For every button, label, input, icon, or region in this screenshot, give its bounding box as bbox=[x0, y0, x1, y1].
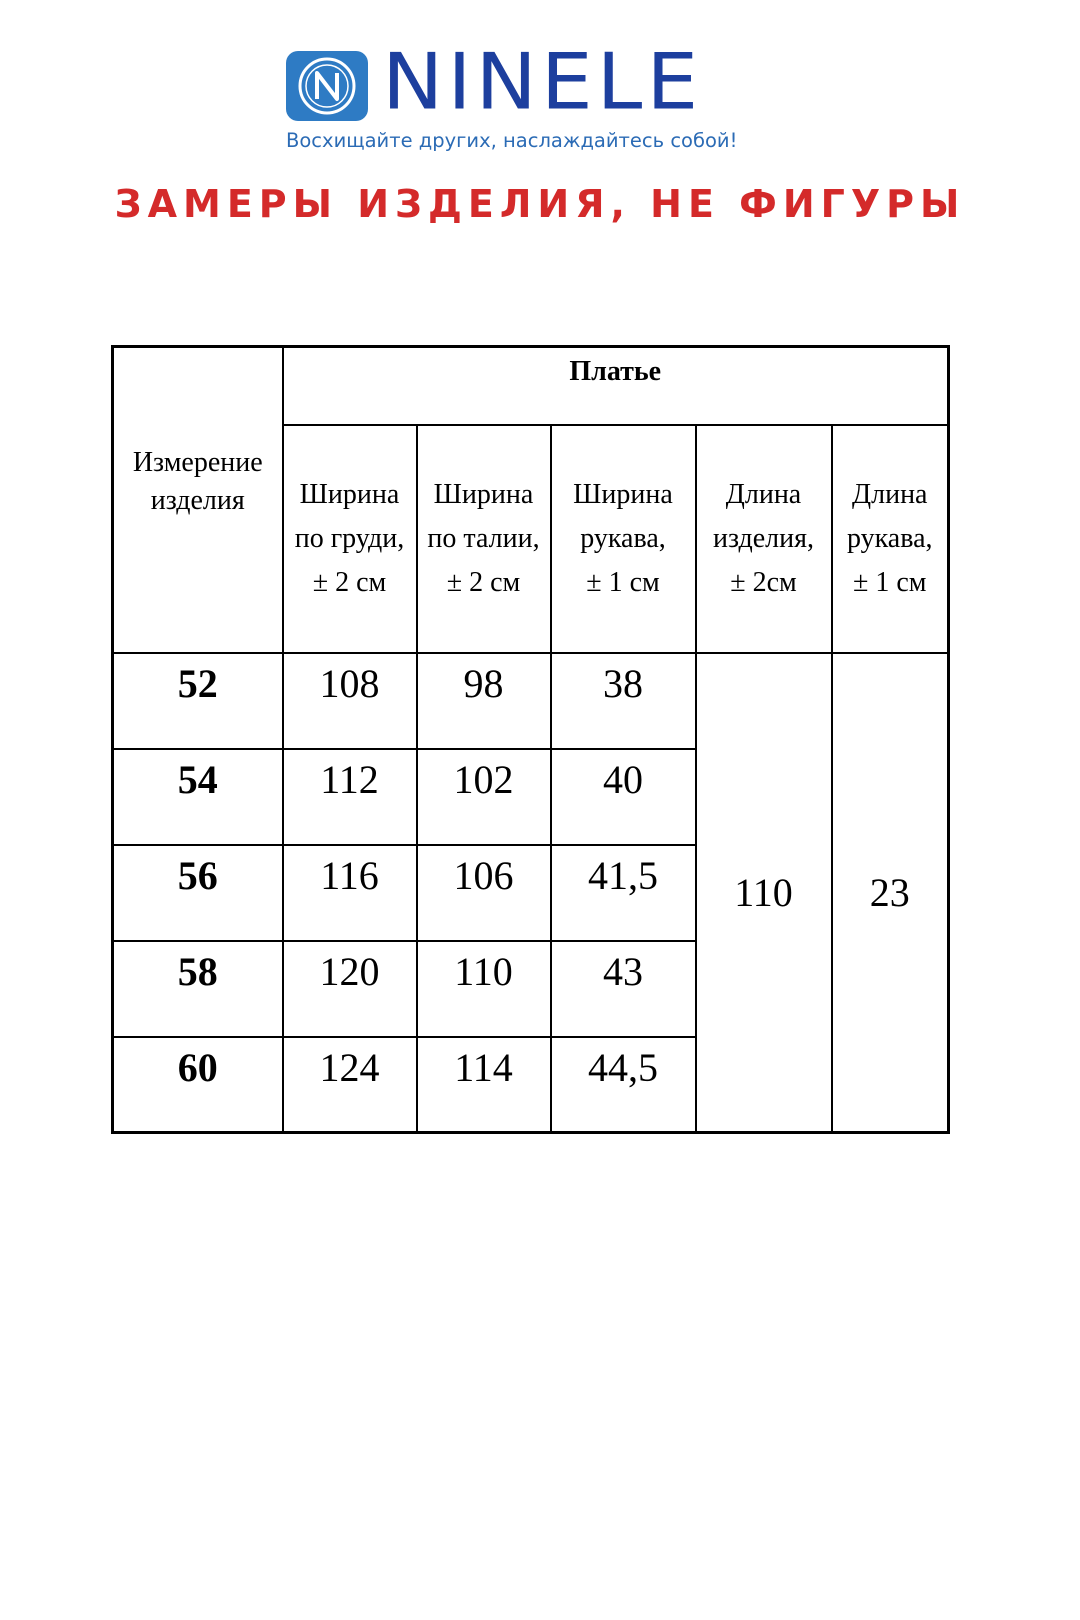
column-header-length: Длина изделия, ± 2см bbox=[696, 425, 832, 653]
corner-header-label: Измерение изделия bbox=[132, 447, 263, 516]
size-chart-table bbox=[111, 345, 950, 1134]
brand-logo bbox=[286, 37, 806, 158]
brand-slogan: Восхищайте других, наслаждайтесь собой! bbox=[286, 129, 738, 152]
size-cell: 58 bbox=[113, 941, 283, 1037]
length-merged-cell: 110 bbox=[696, 653, 832, 1133]
group-header-dress: Платье bbox=[283, 347, 949, 425]
waist-cell: 106 bbox=[417, 845, 551, 941]
column-header-waist: Ширина по талии, ± 2 см bbox=[417, 425, 551, 653]
page-title: ЗАМЕРЫ ИЗДЕЛИЯ, НЕ ФИГУРЫ bbox=[114, 182, 966, 226]
sleeve-width-cell: 40 bbox=[551, 749, 696, 845]
size-cell: 60 bbox=[113, 1037, 283, 1133]
column-header-sleeve-width: Ширина рукава, ± 1 см bbox=[551, 425, 696, 653]
n-monogram-logo-icon bbox=[286, 51, 368, 121]
waist-cell: 110 bbox=[417, 941, 551, 1037]
sleeve-width-cell: 43 bbox=[551, 941, 696, 1037]
waist-cell: 102 bbox=[417, 749, 551, 845]
sleeve-width-cell: 41,5 bbox=[551, 845, 696, 941]
chest-cell: 112 bbox=[283, 749, 417, 845]
size-cell: 52 bbox=[113, 653, 283, 749]
chest-cell: 116 bbox=[283, 845, 417, 941]
waist-cell: 114 bbox=[417, 1037, 551, 1133]
size-cell: 54 bbox=[113, 749, 283, 845]
corner-header bbox=[113, 347, 283, 653]
table-group-header-row bbox=[113, 347, 949, 425]
sleeve-width-cell: 38 bbox=[551, 653, 696, 749]
table-row bbox=[113, 653, 949, 749]
sleeve-width-cell: 44,5 bbox=[551, 1037, 696, 1133]
brand-wordmark: NINELE bbox=[382, 37, 703, 128]
chest-cell: 124 bbox=[283, 1037, 417, 1133]
column-header-sleeve-length: Длина рукава, ± 1 см bbox=[832, 425, 949, 653]
chest-cell: 108 bbox=[283, 653, 417, 749]
waist-cell: 98 bbox=[417, 653, 551, 749]
sleeve-length-merged-cell: 23 bbox=[832, 653, 949, 1133]
column-header-chest: Ширина по груди, ± 2 см bbox=[283, 425, 417, 653]
size-cell: 56 bbox=[113, 845, 283, 941]
chest-cell: 120 bbox=[283, 941, 417, 1037]
